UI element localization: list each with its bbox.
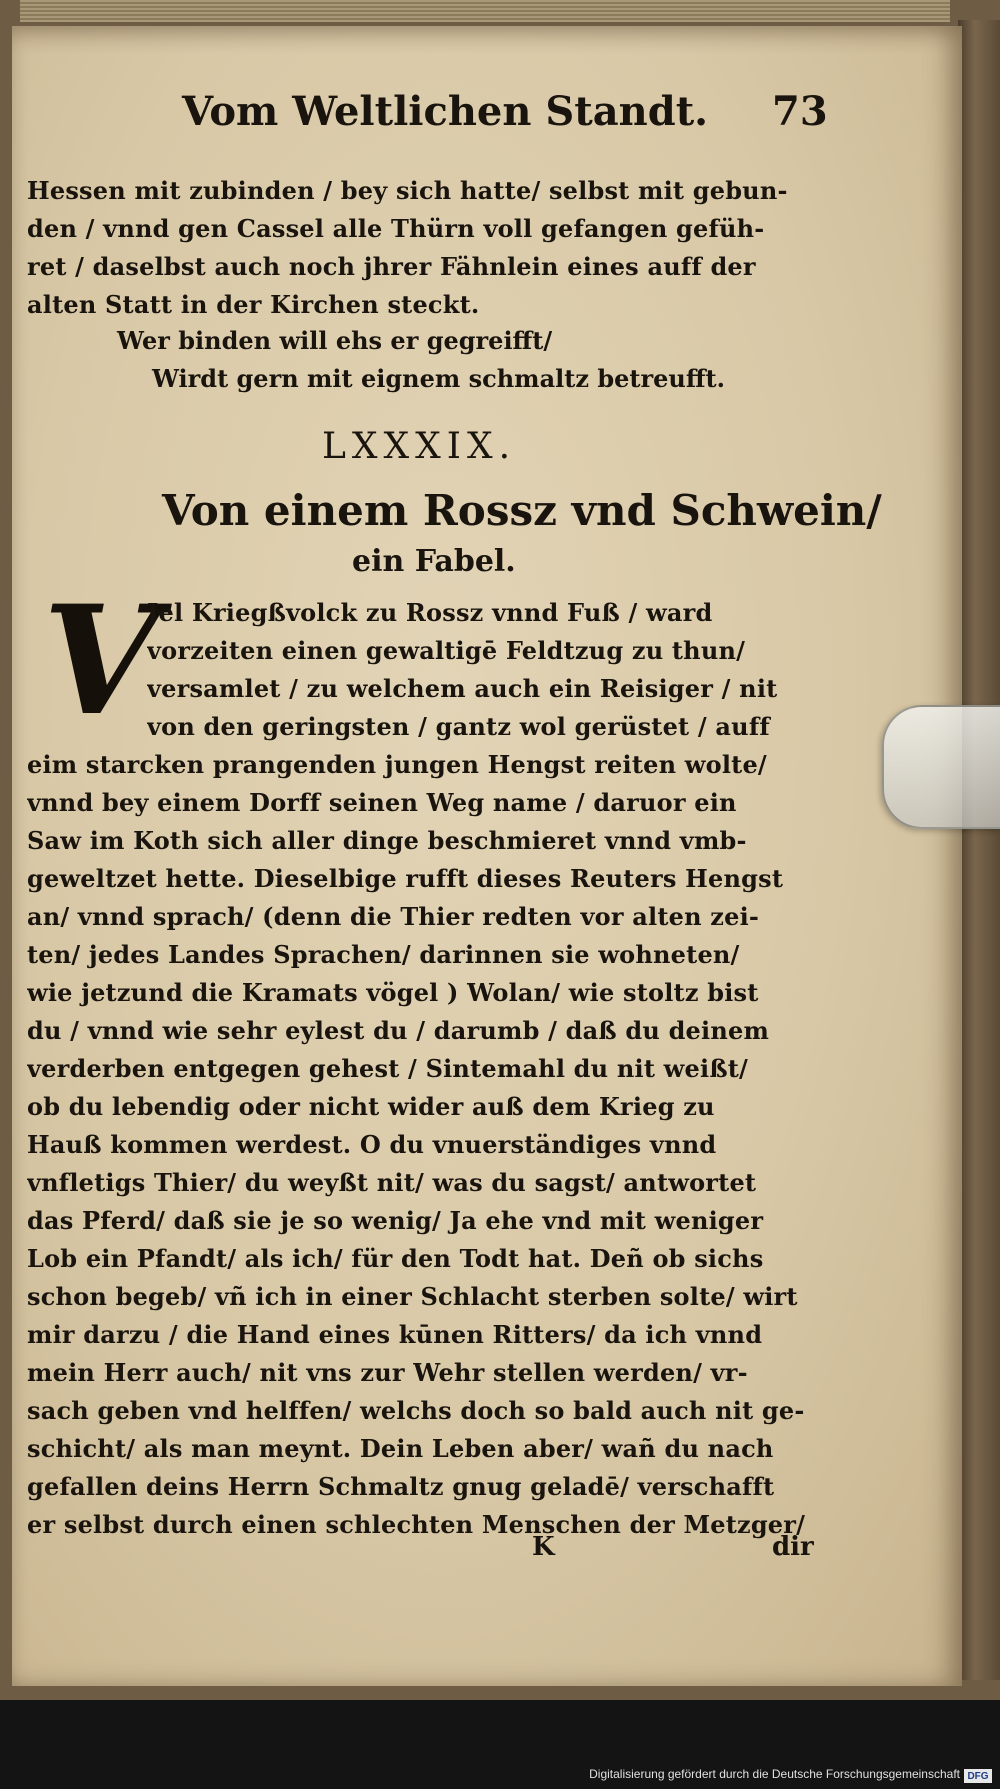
text-line: ret / daselbst auch noch jhrer Fähnlein eines auff der [27, 252, 756, 281]
text-line: Saw im Koth sich aller dinge beschmieret vnnd vmb- [27, 826, 747, 855]
page-content [12, 26, 962, 1686]
text-line: mir darzu / die Hand eines kūnen Ritters/ da ich vnnd [27, 1320, 763, 1349]
page [12, 26, 962, 1686]
text-line: er selbst durch einen schlechten Menschen der Metzger/ [27, 1510, 806, 1539]
text-line: schon begeb/ vñ ich in einer Schlacht sterben solte/ wirt [27, 1282, 798, 1311]
text-line: sach geben vnd helffen/ welchs doch so bald auch nit ge- [27, 1396, 805, 1425]
book-right-edge [958, 20, 1000, 1680]
decorated-initial: V [42, 573, 160, 749]
page-clip [882, 705, 1000, 829]
text-line: schicht/ als man meynt. Dein Leben aber/ wañ du nach [27, 1434, 774, 1463]
dfg-logo: DFG [964, 1769, 992, 1783]
text-line: verderben entgegen gehest / Sintemahl du nit weißt/ [27, 1054, 749, 1083]
chapter-title: Von einem Rossz vnd Schwein/ [162, 486, 882, 535]
text-line: Lob ein Pfandt/ als ich/ für den Todt hat. Deñ ob sichs [27, 1244, 764, 1273]
signature-mark: K [532, 1532, 555, 1562]
text-line: du / vnnd wie sehr eylest du / darumb / daß du deinem [27, 1016, 770, 1045]
text-line: von den geringsten / gantz wol gerüstet / auff [147, 712, 770, 741]
text-line: Hauß kommen werdest. O du vnuerständiges vnnd [27, 1130, 717, 1159]
text-line: gefallen deins Herrn Schmaltz gnug geladē/ verschafft [27, 1472, 775, 1501]
text-line: vnfletigs Thier/ du weyßt nit/ was du sagst/ antwortet [27, 1168, 757, 1197]
page-number: 73 [772, 88, 828, 135]
text-line: den / vnnd gen Cassel alle Thürn voll gefangen gefüh- [27, 214, 765, 243]
text-line: versamlet / zu welchem auch ein Reisiger / nit [147, 674, 778, 703]
book-top-edge [20, 0, 950, 22]
text-line: geweltzet hette. Dieselbige rufft dieses Reuters Hengst [27, 864, 784, 893]
text-line: an/ vnnd sprach/ (denn die Thier redten vor alten zei- [27, 902, 760, 931]
text-line: mein Herr auch/ nit vns zur Wehr stellen werden/ vr- [27, 1358, 748, 1387]
verse-line: Wirdt gern mit eignem schmaltz betreufft. [152, 364, 725, 393]
chapter-subtitle: ein Fabel. [352, 544, 516, 579]
text-line: vnnd bey einem Dorff seinen Weg name / daruor ein [27, 788, 737, 817]
text-line: alten Statt in der Kirchen steckt. [27, 290, 480, 319]
footer-credit: Digitalisierung gefördert durch die Deutsche Forschungsgemeinschaft [589, 1767, 960, 1781]
catchword: dir [772, 1532, 814, 1562]
text-line: eim starcken prangenden jungen Hengst reiten wolte/ [27, 750, 767, 779]
text-line: ob du lebendig oder nicht wider auß dem Krieg zu [27, 1092, 715, 1121]
text-line: Jel Kriegßvolck zu Rossz vnnd Fuß / ward [147, 598, 713, 627]
text-line: das Pferd/ daß sie je so wenig/ Ja ehe vnd mit weniger [27, 1206, 764, 1235]
running-head: Vom Weltlichen Standt. [182, 88, 709, 135]
text-line: vorzeiten einen gewaltigē Feldtzug zu thun/ [147, 636, 746, 665]
text-line: wie jetzund die Kramats vögel ) Wolan/ wie stoltz bist [27, 978, 759, 1007]
chapter-numeral: LXXXIX. [322, 426, 517, 467]
verse-line: Wer binden will ehs er gegreifft/ [117, 326, 553, 355]
text-line: ten/ jedes Landes Sprachen/ darinnen sie wohneten/ [27, 940, 740, 969]
footer-bar [0, 1700, 1000, 1789]
text-line: Hessen mit zubinden / bey sich hatte/ selbst mit gebun- [27, 176, 788, 205]
